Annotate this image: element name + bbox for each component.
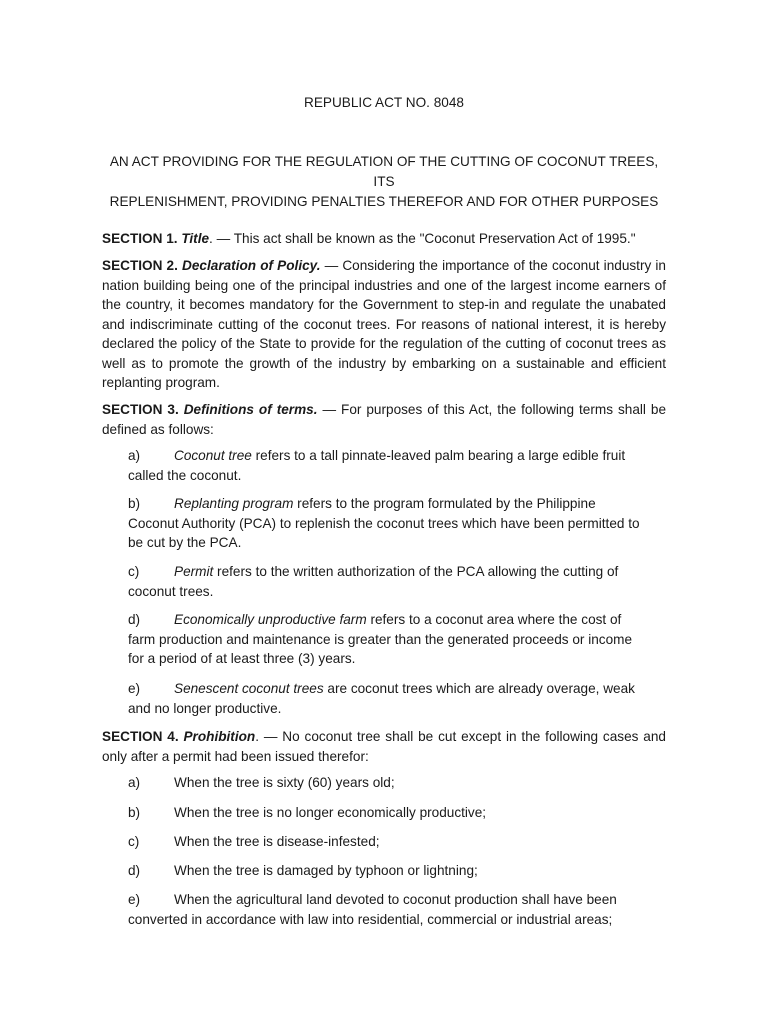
defined-term: Permit [174,564,214,579]
prohibition-text: When the tree is no longer economically productive; [174,805,487,820]
item-label: a) [128,448,141,463]
section-2-heading: Declaration of Policy. [182,258,321,273]
defined-term: Senescent coconut trees [174,681,324,696]
section-1-label: SECTION 1. [102,231,178,246]
prohibition-item-d [128,861,640,881]
section-3-label: SECTION 3. [102,402,179,417]
section-4 [102,727,666,766]
item-label: e) [128,892,141,907]
definition-text: refers to the program formulated by the Philippine Coconut Authority (PCA) to replenish the coconut trees which have been permitted to be cut by the PCA. [128,496,640,550]
section-2 [102,256,666,393]
section-4-heading: Prohibition [183,729,256,744]
definition-text: refers to the written authorization of the PCA allowing the cutting of coconut trees. [128,564,619,599]
act-number: REPUBLIC ACT NO. 8048 [304,95,464,110]
section-4-label: SECTION 4. [102,729,179,744]
prohibition-item-c [128,832,640,852]
prohibition-text: When the agricultural land devoted to coconut production shall have been converted in accordance with law into residential, commercial or industrial areas; [128,892,617,927]
section-2-text: — Considering the importance of the coconut industry in nation building being one of the principal industries and one of the largest income earners of the country, it becomes mandatory for the Government to step-in and regulate the unabated and indiscriminate cutting of the coconut trees. For reasons of national interest, it is hereby declared the policy of the State to provide for the regulation of the cutting of coconut trees as well as to promote the growth of the industry by embarking on a sustainable and efficient replanting program. [102,258,666,390]
section-4-text: . — No coconut tree shall be cut except in the following cases and only after a permit had been issued therefor: [102,729,666,764]
definition-item-b [128,494,640,553]
item-label: b) [128,496,141,511]
item-label: a) [128,775,141,790]
section-2-label: SECTION 2. [102,258,178,273]
item-label: c) [128,564,140,579]
item-label: c) [128,834,140,849]
item-label: b) [128,805,141,820]
definition-item-e [128,679,640,718]
act-title-line-2: REPLENISHMENT, PROVIDING PENALTIES THEREFOR AND FOR OTHER PURPOSES [109,194,659,209]
prohibition-text: When the tree is damaged by typhoon or lightning; [174,863,478,878]
section-1-heading: Title [181,231,210,246]
definition-item-a [128,446,640,485]
prohibition-item-e [128,890,640,929]
section-1 [102,229,666,249]
definition-text: refers to a coconut area where the cost of farm production and maintenance is greater than the generated proceeds or income for a period of at least three (3) years. [128,612,633,666]
definition-item-c [128,562,640,601]
defined-term: Coconut tree [174,448,252,463]
item-label: d) [128,612,141,627]
definition-item-d [128,610,640,669]
defined-term: Economically unproductive farm [174,612,367,627]
act-title [100,152,668,212]
defined-term: Replanting program [174,496,294,511]
section-1-text: . — This act shall be known as the "Coconut Preservation Act of 1995." [209,231,636,246]
section-3 [102,400,666,439]
prohibition-item-b [128,803,640,823]
prohibition-text: When the tree is disease-infested; [174,834,380,849]
act-title-line-1: AN ACT PROVIDING FOR THE REGULATION OF THE CUTTING OF COCONUT TREES, ITS [109,154,659,189]
item-label: d) [128,863,141,878]
definition-text: refers to a tall pinnate-leaved palm bearing a large edible fruit called the coconut. [128,448,626,483]
prohibition-item-a [128,773,640,793]
definition-text: are coconut trees which are already overage, weak and no longer productive. [128,681,635,716]
section-3-text: — For purposes of this Act, the following terms shall be defined as follows: [102,402,667,437]
section-3-heading: Definitions of terms. [183,402,318,417]
item-label: e) [128,681,141,696]
prohibition-text: When the tree is sixty (60) years old; [174,775,395,790]
